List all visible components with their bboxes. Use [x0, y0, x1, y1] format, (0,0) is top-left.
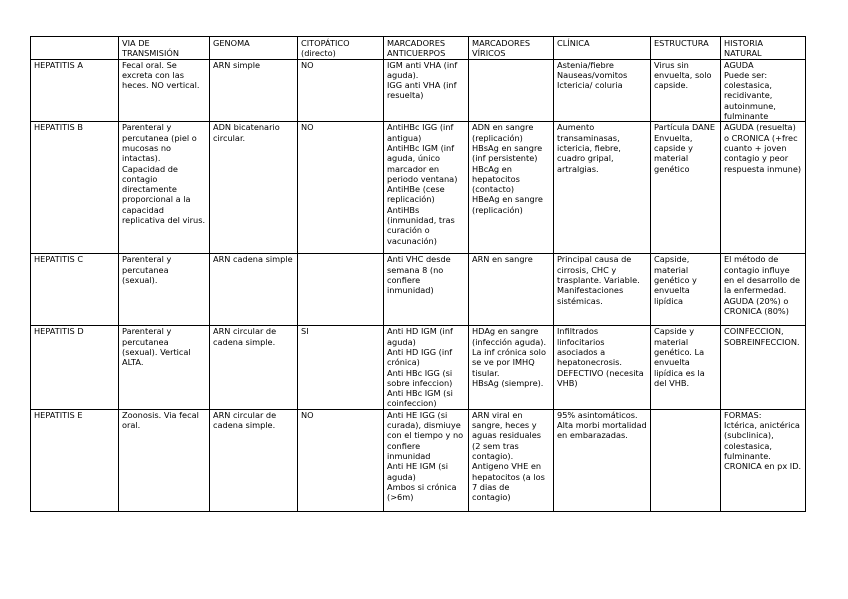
cell-line: Ambos si crónica (>6m)	[387, 481, 457, 503]
cell-line: ARN en sangre	[472, 254, 533, 265]
cell-line: Anti HE IGM (si aguda)	[387, 461, 448, 482]
cell-line: Ictérica, anictérica (subclinica), colestasica, fulminante. CRONICA en px ID.	[724, 420, 802, 472]
hepatitis-comparison-table	[30, 36, 806, 512]
header-cell-genoma: GENOMA	[210, 37, 298, 60]
cell-line: Anti HBc IGM (si coinfeccion)	[387, 388, 453, 409]
cell-line: AntiHBe (cese replicación)	[387, 184, 445, 205]
cell-historia	[721, 326, 806, 409]
cell-line: AntiHBs (inmunidad, tras curación o vacunación)	[387, 204, 455, 246]
cell-historia	[721, 409, 806, 511]
cell-historia	[721, 254, 806, 326]
cell-line: AGUDA (resuelta) o CRONICA (+frec cuanto + joven contagio y peor respuesta inmune)	[724, 122, 802, 174]
cell-via: Parenteral y percutanea (sexual).	[119, 254, 210, 326]
cell-line: Nauseas/vomitos	[557, 69, 628, 80]
header-cell-clinica: CLÍNICA	[554, 37, 651, 60]
cell-genoma: ARN simple	[210, 59, 298, 122]
cell-via: Parenteral y percutanea (sexual). Vertical ALTA.	[119, 326, 210, 409]
header-cell-empty	[31, 37, 119, 60]
row-name: HEPATITIS E	[31, 409, 119, 511]
cell-citopatico	[298, 254, 384, 326]
cell-line: El método de contagio influye en el desarrollo de la enfermedad. AGUDA (20%) o CRONICA (80%)	[724, 254, 801, 316]
cell-anticuerpos	[384, 122, 469, 254]
cell-estructura: Capside, material genético y envuelta lipídica	[651, 254, 721, 326]
cell-line: Anti HBc IGG (si sobre infeccion)	[387, 367, 453, 388]
cell-via: Parenteral y percutanea (piel o mucosas no intactas). Capacidad de contagio directamente proporcional a la capacidad replicativa del virus.	[119, 122, 210, 254]
header-cell-viricos: MARCADORES VÍRICOS	[469, 37, 554, 60]
header-cell-via: VIA DE TRANSMISIÓN	[119, 37, 210, 60]
cell-line: Alta morbi mortalidad en embarazadas.	[557, 420, 647, 441]
cell-line: HBeAg en sangre (replicación)	[472, 194, 543, 215]
row-name: HEPATITIS A	[31, 59, 119, 122]
cell-genoma: ARN cadena simple	[210, 254, 298, 326]
cell-clinica	[554, 122, 651, 254]
cell-line: Anti VHC desde semana 8 (no confiere inmunidad)	[387, 254, 451, 296]
cell-line: Anti HD IGM (inf aguda)	[387, 326, 453, 347]
cell-estructura	[651, 409, 721, 511]
cell-viricos	[469, 254, 554, 326]
cell-line: AntiHBc IGM (inf aguda, único marcador en periodo ventana)	[387, 142, 458, 184]
cell-line: COINFECCION, SOBREINFECCION.	[724, 326, 800, 347]
cell-line: Anti HD IGG (inf crónica)	[387, 346, 453, 368]
cell-line: Astenia/fiebre	[557, 59, 614, 70]
table-row	[31, 59, 806, 122]
cell-line: HDAg en sangre (infección aguda). La inf crónica solo se ve por IMHQ tisular.	[472, 326, 547, 378]
cell-line: HBsAg en sangre (inf persistente)	[472, 142, 543, 164]
cell-line: ADN en sangre (replicación)	[472, 122, 534, 143]
table-row	[31, 254, 806, 326]
cell-estructura: Capside y material genético. La envuelta lipídica es la del VHB.	[651, 326, 721, 409]
cell-viricos	[469, 409, 554, 511]
cell-estructura: Virus sin envuelta, solo capside.	[651, 59, 721, 122]
header-row	[31, 37, 806, 60]
cell-line: Ictericia/ coluria	[557, 80, 623, 91]
cell-line: Antigeno VHE en hepatocitos (a los 7 dias de contagio)	[472, 461, 545, 503]
cell-line: ARN viral en sangre, heces y aguas residuales (2 sem tras contagio).	[472, 409, 542, 461]
cell-line: AntiHBc IGG (inf antigua)	[387, 122, 454, 143]
cell-viricos	[469, 122, 554, 254]
cell-historia	[721, 59, 806, 122]
cell-line: Puede ser: colestasica, recidivante, autoinmune, fulminante	[724, 69, 776, 122]
row-name: HEPATITIS C	[31, 254, 119, 326]
cell-viricos	[469, 326, 554, 409]
cell-anticuerpos	[384, 409, 469, 511]
cell-line: Aumento transaminasas, ictericia, fiebre, cuadro gripal, artralgias.	[557, 122, 621, 174]
header-cell-citopatico: CITOPÁTICO (directo)	[298, 37, 384, 60]
cell-genoma: ARN circular de cadena simple.	[210, 409, 298, 511]
cell-clinica	[554, 409, 651, 511]
cell-line: AGUDA	[724, 59, 754, 70]
cell-anticuerpos	[384, 326, 469, 409]
cell-line: 95% asintomáticos.	[557, 409, 638, 420]
cell-genoma: ARN circular de cadena simple.	[210, 326, 298, 409]
cell-viricos	[469, 59, 554, 122]
cell-clinica	[554, 254, 651, 326]
header-cell-anticuerpos: MARCADORES ANTICUERPOS	[384, 37, 469, 60]
cell-citopatico: SI	[298, 326, 384, 409]
cell-estructura: Partícula DANE Envuelta, capside y material genético	[651, 122, 721, 254]
cell-citopatico: NO	[298, 409, 384, 511]
cell-via: Zoonosis. Via fecal oral.	[119, 409, 210, 511]
header-cell-historia: HISTORIA NATURAL	[721, 37, 806, 60]
cell-anticuerpos	[384, 254, 469, 326]
cell-line: Anti HE IGG (si curada), dismiuye con el tiempo y no confiere inmunidad	[387, 409, 464, 461]
cell-clinica	[554, 59, 651, 122]
cell-line: HBsAg (siempre).	[472, 377, 544, 388]
cell-line: IGG anti VHA (inf resuelta)	[387, 80, 457, 101]
cell-line: FORMAS:	[724, 409, 762, 420]
cell-genoma: ADN bicatenario circular.	[210, 122, 298, 254]
table-row	[31, 326, 806, 409]
cell-line: Infiltrados linfocitarios asociados a hepatonecrosis. DEFECTIVO (necesita VHB)	[557, 326, 644, 388]
row-name: HEPATITIS D	[31, 326, 119, 409]
cell-citopatico: NO	[298, 122, 384, 254]
cell-line: Principal causa de cirrosis, CHC y trasplante. Variable. Manifestaciones sistémicas.	[557, 254, 640, 306]
cell-line: IGM anti VHA (inf aguda).	[387, 59, 458, 80]
cell-anticuerpos	[384, 59, 469, 122]
cell-line: HBcAg en hepatocitos (contacto)	[472, 163, 520, 195]
cell-via: Fecal oral. Se excreta con las heces. NO vertical.	[119, 59, 210, 122]
cell-citopatico: NO	[298, 59, 384, 122]
row-name: HEPATITIS B	[31, 122, 119, 254]
header-cell-estructura: ESTRUCTURA	[651, 37, 721, 60]
cell-historia	[721, 122, 806, 254]
table-row	[31, 122, 806, 254]
table-row	[31, 409, 806, 511]
cell-clinica	[554, 326, 651, 409]
